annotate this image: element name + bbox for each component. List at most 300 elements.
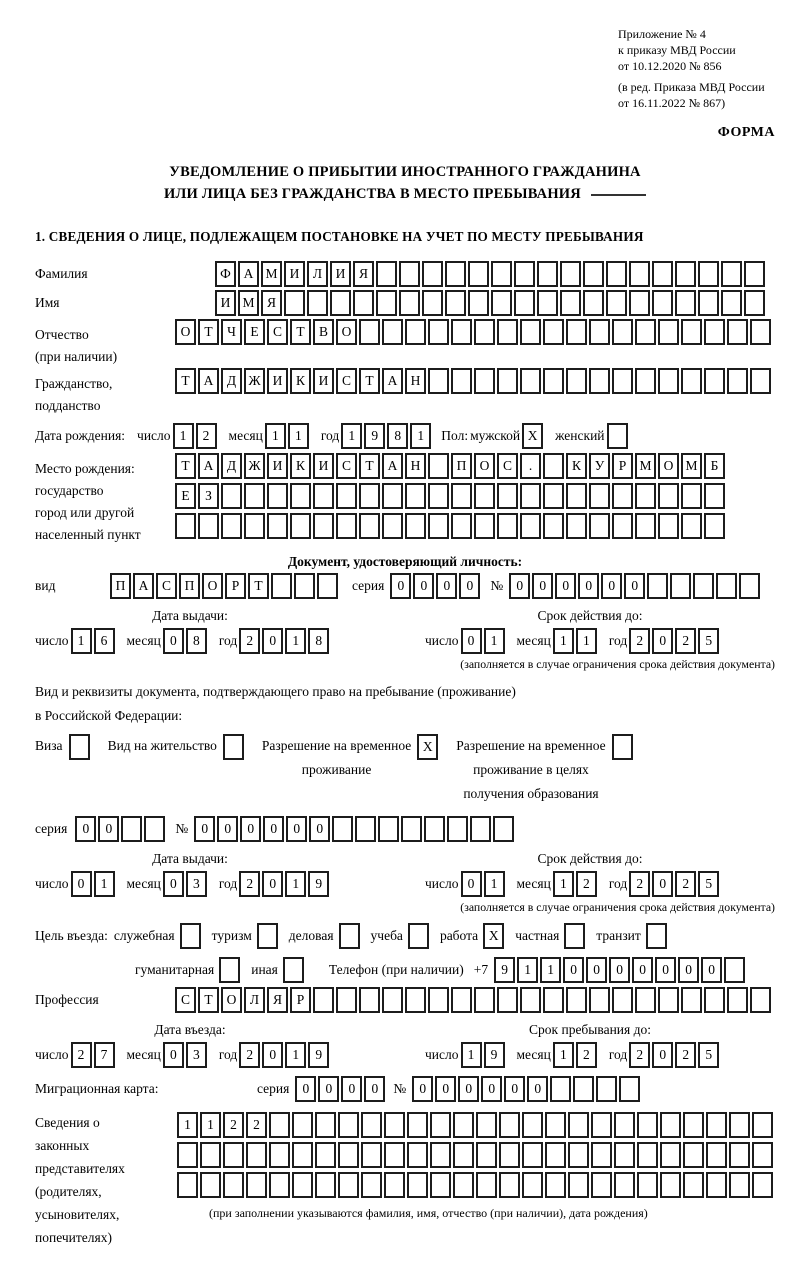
char-cell[interactable]: 1 xyxy=(173,423,194,449)
char-cell[interactable]: Н xyxy=(405,453,426,479)
char-cell[interactable] xyxy=(428,483,449,509)
char-cell[interactable] xyxy=(693,573,714,599)
char-cell[interactable] xyxy=(727,987,748,1013)
char-cell[interactable] xyxy=(382,987,403,1013)
purpose-other-checkbox[interactable] xyxy=(283,957,304,983)
char-cell[interactable]: 0 xyxy=(295,1076,316,1102)
char-cell[interactable] xyxy=(729,1172,750,1198)
char-cell[interactable]: А xyxy=(133,573,154,599)
char-cell[interactable] xyxy=(670,573,691,599)
char-cell[interactable] xyxy=(144,816,165,842)
char-cell[interactable] xyxy=(706,1142,727,1168)
char-cell[interactable]: И xyxy=(215,290,236,316)
char-cell[interactable]: 0 xyxy=(527,1076,548,1102)
char-cell[interactable]: 2 xyxy=(246,1112,267,1138)
char-cell[interactable]: 0 xyxy=(240,816,261,842)
char-cell[interactable]: 2 xyxy=(239,628,260,654)
char-cell[interactable]: 0 xyxy=(194,816,215,842)
char-cell[interactable] xyxy=(315,1172,336,1198)
char-cell[interactable]: Т xyxy=(248,573,269,599)
char-cell[interactable] xyxy=(359,483,380,509)
char-cell[interactable]: Ч xyxy=(221,319,242,345)
char-cell[interactable]: И xyxy=(267,368,288,394)
char-cell[interactable] xyxy=(430,1112,451,1138)
char-cell[interactable] xyxy=(614,1172,635,1198)
char-cell[interactable]: 2 xyxy=(576,1042,597,1068)
char-cell[interactable] xyxy=(514,290,535,316)
char-cell[interactable]: 0 xyxy=(262,1042,283,1068)
char-cell[interactable]: 2 xyxy=(223,1112,244,1138)
char-cell[interactable] xyxy=(752,1112,773,1138)
char-cell[interactable] xyxy=(721,261,742,287)
char-cell[interactable] xyxy=(292,1112,313,1138)
char-cell[interactable] xyxy=(681,513,702,539)
char-cell[interactable] xyxy=(468,290,489,316)
char-cell[interactable] xyxy=(727,368,748,394)
char-cell[interactable] xyxy=(543,319,564,345)
char-cell[interactable]: 0 xyxy=(364,1076,385,1102)
char-cell[interactable]: 0 xyxy=(652,871,673,897)
char-cell[interactable]: 0 xyxy=(701,957,722,983)
char-cell[interactable] xyxy=(637,1142,658,1168)
char-cell[interactable] xyxy=(704,987,725,1013)
char-cell[interactable]: Ж xyxy=(244,368,265,394)
char-cell[interactable]: 0 xyxy=(609,957,630,983)
char-cell[interactable] xyxy=(681,483,702,509)
char-cell[interactable] xyxy=(660,1172,681,1198)
char-cell[interactable] xyxy=(428,453,449,479)
char-cell[interactable] xyxy=(545,1142,566,1168)
purpose-study-checkbox[interactable] xyxy=(408,923,429,949)
char-cell[interactable]: 3 xyxy=(186,1042,207,1068)
char-cell[interactable]: М xyxy=(635,453,656,479)
char-cell[interactable] xyxy=(453,1112,474,1138)
char-cell[interactable] xyxy=(313,483,334,509)
char-cell[interactable]: 2 xyxy=(629,628,650,654)
char-cell[interactable]: 0 xyxy=(262,871,283,897)
char-cell[interactable] xyxy=(382,483,403,509)
char-cell[interactable] xyxy=(407,1142,428,1168)
char-cell[interactable] xyxy=(376,261,397,287)
char-cell[interactable] xyxy=(474,513,495,539)
char-cell[interactable]: 9 xyxy=(484,1042,505,1068)
char-cell[interactable] xyxy=(596,1076,617,1102)
char-cell[interactable] xyxy=(619,1076,640,1102)
char-cell[interactable] xyxy=(359,513,380,539)
char-cell[interactable] xyxy=(445,290,466,316)
char-cell[interactable]: 1 xyxy=(410,423,431,449)
char-cell[interactable]: 8 xyxy=(308,628,329,654)
char-cell[interactable]: 0 xyxy=(555,573,576,599)
char-cell[interactable] xyxy=(428,987,449,1013)
char-cell[interactable] xyxy=(589,987,610,1013)
char-cell[interactable] xyxy=(384,1142,405,1168)
purpose-business-checkbox[interactable] xyxy=(339,923,360,949)
char-cell[interactable] xyxy=(267,513,288,539)
char-cell[interactable] xyxy=(378,816,399,842)
char-cell[interactable] xyxy=(451,483,472,509)
purpose-transit-checkbox[interactable] xyxy=(646,923,667,949)
char-cell[interactable] xyxy=(704,368,725,394)
char-cell[interactable]: 1 xyxy=(177,1112,198,1138)
char-cell[interactable]: 0 xyxy=(532,573,553,599)
char-cell[interactable] xyxy=(514,261,535,287)
char-cell[interactable] xyxy=(361,1172,382,1198)
char-cell[interactable] xyxy=(658,513,679,539)
char-cell[interactable]: 0 xyxy=(563,957,584,983)
char-cell[interactable] xyxy=(269,1112,290,1138)
char-cell[interactable]: Т xyxy=(290,319,311,345)
char-cell[interactable]: 1 xyxy=(553,628,574,654)
char-cell[interactable]: 0 xyxy=(509,573,530,599)
char-cell[interactable] xyxy=(332,816,353,842)
char-cell[interactable]: 0 xyxy=(461,628,482,654)
char-cell[interactable] xyxy=(330,290,351,316)
temporary-residence-checkbox[interactable]: X xyxy=(417,734,438,760)
char-cell[interactable] xyxy=(635,483,656,509)
char-cell[interactable] xyxy=(177,1172,198,1198)
char-cell[interactable]: 0 xyxy=(624,573,645,599)
char-cell[interactable] xyxy=(359,319,380,345)
char-cell[interactable]: 9 xyxy=(364,423,385,449)
char-cell[interactable]: А xyxy=(238,261,259,287)
char-cell[interactable]: 0 xyxy=(309,816,330,842)
char-cell[interactable]: Я xyxy=(261,290,282,316)
char-cell[interactable] xyxy=(447,816,468,842)
char-cell[interactable] xyxy=(698,261,719,287)
char-cell[interactable] xyxy=(744,261,765,287)
char-cell[interactable] xyxy=(361,1112,382,1138)
char-cell[interactable] xyxy=(175,513,196,539)
char-cell[interactable] xyxy=(589,513,610,539)
char-cell[interactable]: Ф xyxy=(215,261,236,287)
char-cell[interactable] xyxy=(583,290,604,316)
char-cell[interactable] xyxy=(384,1172,405,1198)
char-cell[interactable] xyxy=(683,1142,704,1168)
char-cell[interactable]: 0 xyxy=(436,573,457,599)
char-cell[interactable]: С xyxy=(497,453,518,479)
char-cell[interactable] xyxy=(499,1112,520,1138)
char-cell[interactable] xyxy=(405,987,426,1013)
char-cell[interactable]: 2 xyxy=(675,1042,696,1068)
char-cell[interactable] xyxy=(223,1142,244,1168)
char-cell[interactable]: О xyxy=(474,453,495,479)
char-cell[interactable] xyxy=(376,290,397,316)
char-cell[interactable] xyxy=(497,483,518,509)
char-cell[interactable] xyxy=(520,987,541,1013)
char-cell[interactable]: 0 xyxy=(163,628,184,654)
char-cell[interactable]: Я xyxy=(267,987,288,1013)
char-cell[interactable] xyxy=(338,1172,359,1198)
char-cell[interactable] xyxy=(658,483,679,509)
char-cell[interactable] xyxy=(476,1142,497,1168)
char-cell[interactable] xyxy=(497,319,518,345)
char-cell[interactable] xyxy=(658,987,679,1013)
char-cell[interactable] xyxy=(491,290,512,316)
char-cell[interactable] xyxy=(313,513,334,539)
char-cell[interactable] xyxy=(568,1142,589,1168)
char-cell[interactable]: 0 xyxy=(578,573,599,599)
char-cell[interactable] xyxy=(317,573,338,599)
purpose-official-checkbox[interactable] xyxy=(180,923,201,949)
char-cell[interactable] xyxy=(545,1172,566,1198)
char-cell[interactable] xyxy=(445,261,466,287)
char-cell[interactable]: П xyxy=(179,573,200,599)
char-cell[interactable] xyxy=(612,513,633,539)
char-cell[interactable] xyxy=(612,987,633,1013)
char-cell[interactable]: 0 xyxy=(263,816,284,842)
char-cell[interactable] xyxy=(566,368,587,394)
char-cell[interactable] xyxy=(537,290,558,316)
char-cell[interactable] xyxy=(652,290,673,316)
char-cell[interactable] xyxy=(451,319,472,345)
char-cell[interactable]: 1 xyxy=(540,957,561,983)
char-cell[interactable] xyxy=(244,513,265,539)
char-cell[interactable] xyxy=(583,261,604,287)
char-cell[interactable] xyxy=(313,987,334,1013)
char-cell[interactable] xyxy=(589,368,610,394)
char-cell[interactable] xyxy=(338,1112,359,1138)
char-cell[interactable] xyxy=(635,319,656,345)
gender-male-checkbox[interactable]: X xyxy=(522,423,543,449)
char-cell[interactable]: 0 xyxy=(655,957,676,983)
char-cell[interactable] xyxy=(652,261,673,287)
char-cell[interactable] xyxy=(405,513,426,539)
char-cell[interactable]: 1 xyxy=(71,628,92,654)
char-cell[interactable] xyxy=(591,1172,612,1198)
char-cell[interactable] xyxy=(629,261,650,287)
char-cell[interactable] xyxy=(647,573,668,599)
char-cell[interactable] xyxy=(474,483,495,509)
char-cell[interactable]: М xyxy=(238,290,259,316)
char-cell[interactable]: А xyxy=(382,453,403,479)
visa-checkbox[interactable] xyxy=(69,734,90,760)
char-cell[interactable]: 0 xyxy=(586,957,607,983)
char-cell[interactable] xyxy=(422,290,443,316)
char-cell[interactable] xyxy=(200,1172,221,1198)
char-cell[interactable]: М xyxy=(681,453,702,479)
char-cell[interactable]: 1 xyxy=(461,1042,482,1068)
char-cell[interactable]: П xyxy=(110,573,131,599)
char-cell[interactable] xyxy=(451,987,472,1013)
char-cell[interactable]: 2 xyxy=(576,871,597,897)
char-cell[interactable]: 2 xyxy=(675,628,696,654)
char-cell[interactable] xyxy=(635,987,656,1013)
char-cell[interactable]: 1 xyxy=(553,1042,574,1068)
char-cell[interactable] xyxy=(401,816,422,842)
char-cell[interactable] xyxy=(430,1172,451,1198)
char-cell[interactable]: 2 xyxy=(629,871,650,897)
char-cell[interactable] xyxy=(359,987,380,1013)
char-cell[interactable] xyxy=(336,483,357,509)
char-cell[interactable]: 7 xyxy=(94,1042,115,1068)
char-cell[interactable] xyxy=(384,1112,405,1138)
char-cell[interactable]: 0 xyxy=(412,1076,433,1102)
char-cell[interactable]: 1 xyxy=(285,871,306,897)
char-cell[interactable] xyxy=(729,1112,750,1138)
char-cell[interactable]: О xyxy=(202,573,223,599)
char-cell[interactable] xyxy=(451,368,472,394)
char-cell[interactable] xyxy=(637,1172,658,1198)
char-cell[interactable] xyxy=(568,1112,589,1138)
char-cell[interactable] xyxy=(612,319,633,345)
char-cell[interactable] xyxy=(683,1112,704,1138)
char-cell[interactable] xyxy=(660,1112,681,1138)
char-cell[interactable]: 2 xyxy=(196,423,217,449)
char-cell[interactable] xyxy=(294,573,315,599)
char-cell[interactable] xyxy=(729,1142,750,1168)
char-cell[interactable] xyxy=(522,1142,543,1168)
char-cell[interactable]: О xyxy=(658,453,679,479)
char-cell[interactable]: Т xyxy=(198,319,219,345)
char-cell[interactable] xyxy=(573,1076,594,1102)
char-cell[interactable] xyxy=(428,368,449,394)
char-cell[interactable]: 0 xyxy=(461,871,482,897)
char-cell[interactable] xyxy=(683,1172,704,1198)
char-cell[interactable] xyxy=(721,290,742,316)
char-cell[interactable] xyxy=(637,1112,658,1138)
char-cell[interactable]: И xyxy=(313,453,334,479)
char-cell[interactable] xyxy=(752,1142,773,1168)
char-cell[interactable]: 0 xyxy=(217,816,238,842)
char-cell[interactable]: 1 xyxy=(484,628,505,654)
char-cell[interactable]: 9 xyxy=(308,871,329,897)
char-cell[interactable]: 1 xyxy=(94,871,115,897)
char-cell[interactable] xyxy=(353,290,374,316)
char-cell[interactable]: 9 xyxy=(494,957,515,983)
char-cell[interactable] xyxy=(537,261,558,287)
char-cell[interactable] xyxy=(361,1142,382,1168)
char-cell[interactable] xyxy=(706,1112,727,1138)
char-cell[interactable] xyxy=(520,368,541,394)
char-cell[interactable]: 2 xyxy=(675,871,696,897)
char-cell[interactable] xyxy=(284,290,305,316)
char-cell[interactable]: Е xyxy=(175,483,196,509)
char-cell[interactable] xyxy=(566,483,587,509)
char-cell[interactable]: 0 xyxy=(652,1042,673,1068)
char-cell[interactable] xyxy=(428,513,449,539)
char-cell[interactable] xyxy=(198,513,219,539)
char-cell[interactable]: А xyxy=(382,368,403,394)
char-cell[interactable] xyxy=(271,573,292,599)
char-cell[interactable]: С xyxy=(175,987,196,1013)
char-cell[interactable]: 0 xyxy=(341,1076,362,1102)
char-cell[interactable] xyxy=(566,987,587,1013)
char-cell[interactable]: Р xyxy=(612,453,633,479)
char-cell[interactable] xyxy=(290,513,311,539)
char-cell[interactable] xyxy=(493,816,514,842)
char-cell[interactable] xyxy=(422,261,443,287)
char-cell[interactable] xyxy=(560,290,581,316)
char-cell[interactable] xyxy=(476,1172,497,1198)
char-cell[interactable]: Т xyxy=(359,453,380,479)
char-cell[interactable]: 0 xyxy=(262,628,283,654)
char-cell[interactable]: 0 xyxy=(652,628,673,654)
char-cell[interactable]: П xyxy=(451,453,472,479)
char-cell[interactable]: 0 xyxy=(286,816,307,842)
char-cell[interactable] xyxy=(614,1112,635,1138)
char-cell[interactable] xyxy=(566,319,587,345)
char-cell[interactable] xyxy=(635,513,656,539)
char-cell[interactable] xyxy=(629,290,650,316)
char-cell[interactable] xyxy=(675,261,696,287)
char-cell[interactable] xyxy=(223,1172,244,1198)
char-cell[interactable]: У xyxy=(589,453,610,479)
char-cell[interactable]: 5 xyxy=(698,628,719,654)
char-cell[interactable] xyxy=(543,483,564,509)
char-cell[interactable] xyxy=(315,1112,336,1138)
char-cell[interactable] xyxy=(698,290,719,316)
char-cell[interactable] xyxy=(612,368,633,394)
purpose-tourism-checkbox[interactable] xyxy=(257,923,278,949)
residence-permit-checkbox[interactable] xyxy=(223,734,244,760)
char-cell[interactable]: 8 xyxy=(186,628,207,654)
char-cell[interactable] xyxy=(543,513,564,539)
char-cell[interactable] xyxy=(614,1142,635,1168)
char-cell[interactable]: 2 xyxy=(239,871,260,897)
char-cell[interactable]: О xyxy=(175,319,196,345)
char-cell[interactable]: . xyxy=(520,453,541,479)
char-cell[interactable]: А xyxy=(198,368,219,394)
char-cell[interactable] xyxy=(246,1142,267,1168)
char-cell[interactable] xyxy=(474,319,495,345)
char-cell[interactable]: Р xyxy=(290,987,311,1013)
char-cell[interactable] xyxy=(706,1172,727,1198)
char-cell[interactable] xyxy=(635,368,656,394)
purpose-work-checkbox[interactable]: X xyxy=(483,923,504,949)
char-cell[interactable] xyxy=(675,290,696,316)
char-cell[interactable] xyxy=(336,987,357,1013)
char-cell[interactable] xyxy=(407,1172,428,1198)
char-cell[interactable]: 0 xyxy=(601,573,622,599)
char-cell[interactable]: Д xyxy=(221,453,242,479)
char-cell[interactable]: А xyxy=(198,453,219,479)
char-cell[interactable] xyxy=(520,319,541,345)
char-cell[interactable] xyxy=(612,483,633,509)
char-cell[interactable] xyxy=(750,319,771,345)
char-cell[interactable] xyxy=(338,1142,359,1168)
char-cell[interactable]: М xyxy=(261,261,282,287)
char-cell[interactable] xyxy=(522,1172,543,1198)
char-cell[interactable] xyxy=(550,1076,571,1102)
char-cell[interactable] xyxy=(591,1142,612,1168)
char-cell[interactable]: 5 xyxy=(698,1042,719,1068)
char-cell[interactable]: Е xyxy=(244,319,265,345)
char-cell[interactable] xyxy=(292,1142,313,1168)
char-cell[interactable] xyxy=(497,368,518,394)
char-cell[interactable] xyxy=(716,573,737,599)
char-cell[interactable] xyxy=(200,1142,221,1168)
char-cell[interactable] xyxy=(704,319,725,345)
char-cell[interactable]: С xyxy=(336,453,357,479)
char-cell[interactable] xyxy=(658,368,679,394)
char-cell[interactable]: 0 xyxy=(163,871,184,897)
char-cell[interactable]: 0 xyxy=(75,816,96,842)
char-cell[interactable]: Т xyxy=(359,368,380,394)
char-cell[interactable] xyxy=(453,1142,474,1168)
education-residence-checkbox[interactable] xyxy=(612,734,633,760)
char-cell[interactable] xyxy=(520,513,541,539)
char-cell[interactable]: В xyxy=(313,319,334,345)
char-cell[interactable] xyxy=(589,319,610,345)
char-cell[interactable]: Ж xyxy=(244,453,265,479)
char-cell[interactable]: 0 xyxy=(413,573,434,599)
char-cell[interactable]: 2 xyxy=(629,1042,650,1068)
char-cell[interactable]: 9 xyxy=(308,1042,329,1068)
char-cell[interactable]: Т xyxy=(175,368,196,394)
char-cell[interactable]: Я xyxy=(353,261,374,287)
char-cell[interactable]: 1 xyxy=(288,423,309,449)
